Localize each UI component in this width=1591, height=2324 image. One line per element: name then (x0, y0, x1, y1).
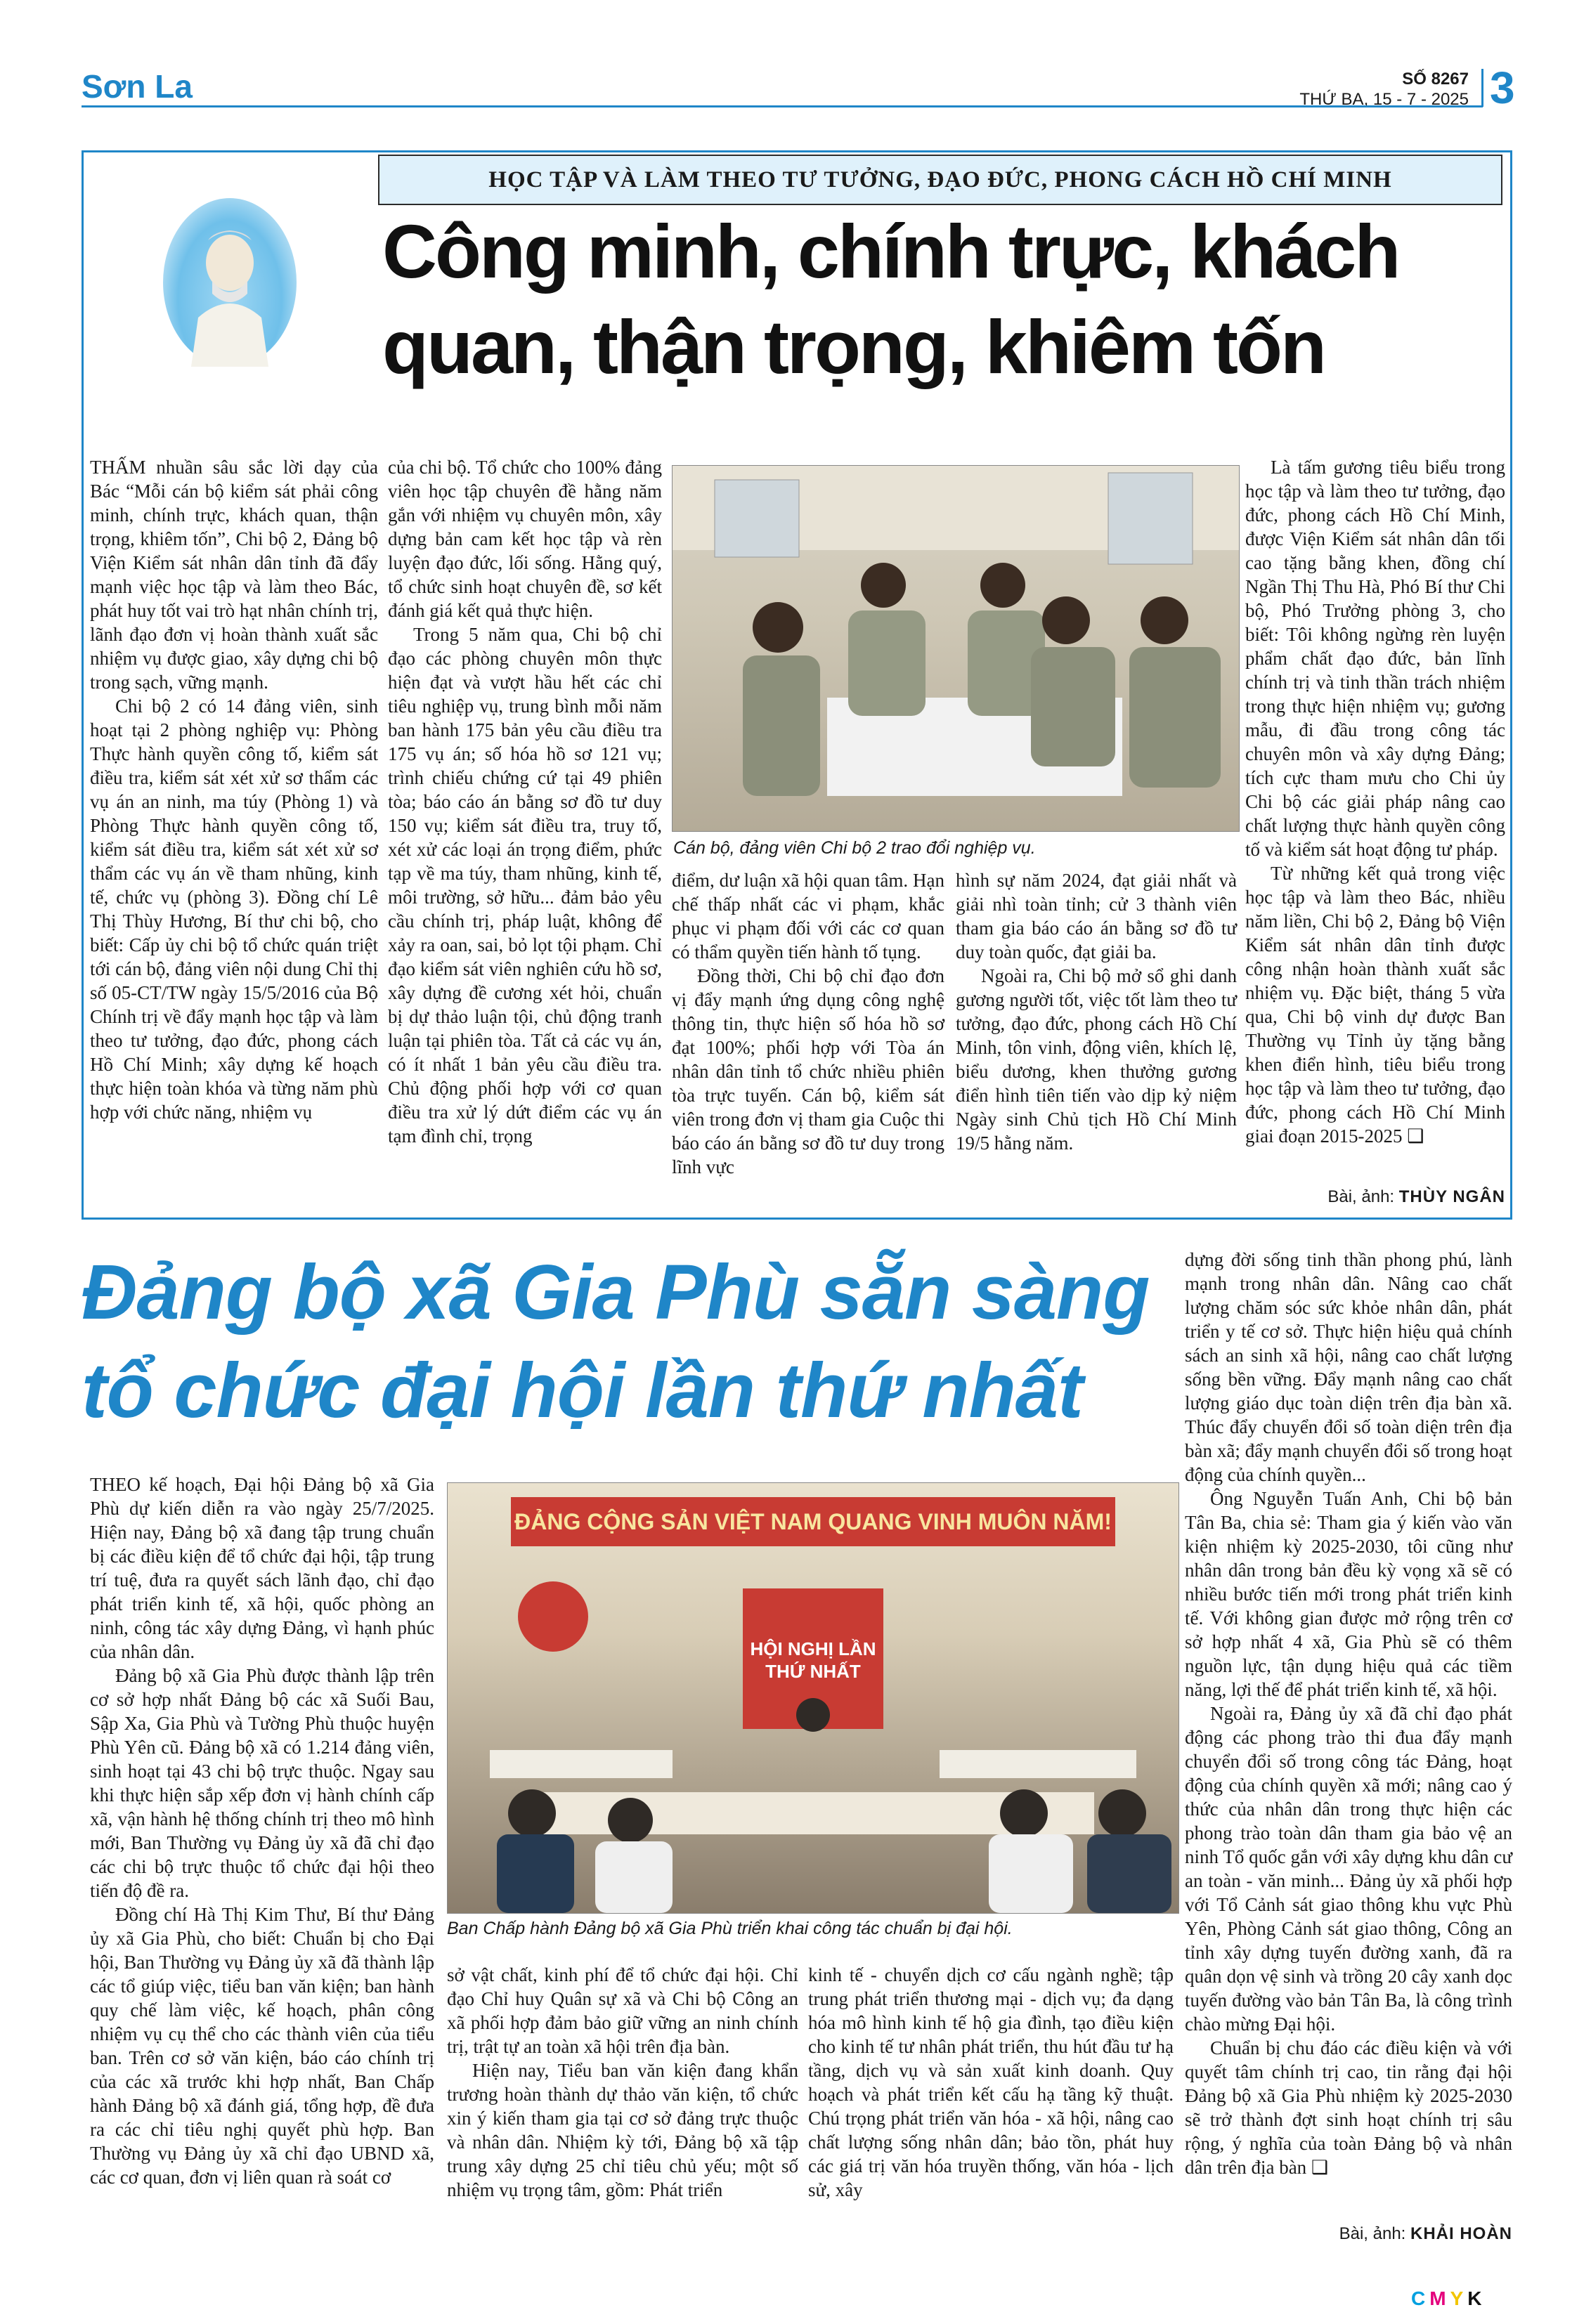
article2-lead: THEO kế hoạch, Đại hội Đảng bộ xã Gia Phù dự kiến diễn ra vào ngày 25/7/2025. Hiện nay, Đảng bộ xã đang tập trung chuẩn bị các điều kiện để tổ chức đại hội, tập trung trí tuệ, đưa ra quyết sách lãnh đạo, chỉ đạo phát triển kinh tế, xã hội, quốc phòng an ninh, công tác xây dựng Đảng, vì hạnh phúc của nhân dân. (90, 1474, 434, 1662)
photo-banner-text: ĐẢNG CỘNG SẢN VIỆT NAM QUANG VINH MUÔN NĂM! (514, 1509, 1112, 1534)
article1-paragraph: hình sự năm 2024, đạt giải nhất và giải nhì toàn tỉnh; cử 3 thành viên tham gia báo cáo án bằng sơ đồ tư duy toàn quốc, đạt giải ba. (956, 870, 1237, 962)
article2-paragraph: Chuẩn bị chu đáo các điều kiện và với quyết tâm chính trị cao, tin rằng đại hội Đảng bộ xã Gia Phù nhiệm kỳ 2025-2030 sẽ trở thành đợt sinh hoạt chính trị sâu rộng, ý nghĩa của toàn Đảng bộ và nhân dân trên địa bàn ❑ (1185, 2037, 1512, 2178)
article1-lead: THẤM nhuần sâu sắc lời dạy của Bác “Mỗi cán bộ kiểm sát phải công minh, chính trực, khách quan, thận trọng, khiêm tốn”, Chi bộ 2, Đảng bộ Viện Kiểm sát nhân dân tỉnh đã đẩy mạnh việc học tập và làm theo Bác, phát huy tốt vai trò hạt nhân chính trị, lãnh đạo đơn vị hoàn thành xuất sắc nhiệm vụ được giao, xây dựng chi bộ trong sạch, vững mạnh. (90, 457, 378, 693)
article1-kicker: HỌC TẬP VÀ LÀM THEO TƯ TƯỞNG, ĐẠO ĐỨC, PHONG CÁCH HỒ CHÍ MINH (378, 155, 1502, 205)
portrait-figure-icon (163, 198, 297, 367)
article2-paragraph: Đảng bộ xã Gia Phù được thành lập trên cơ sở hợp nhất Đảng bộ các xã Suối Bau, Sập Xa, Gia Phù và Tường Phù thuộc huyện Phù Yên cũ. Đảng bộ xã có 1.214 đảng viên, sinh hoạt tại 43 chi bộ trực thuộc. Ngay sau khi thực hiện sắp xếp đơn vị hành chính cấp xã, vận hành hệ thống chính trị theo mô hình mới, Ban Thường vụ Đảng ủy xã đã chỉ đạo các chi bộ trực thuộc tổ chức đại hội theo tiến độ đề ra. (90, 1665, 434, 1901)
issue-info (1299, 69, 1469, 110)
byline-prefix: Bài, ảnh: (1327, 1187, 1395, 1206)
article2-column-1 (90, 1473, 434, 2189)
article2-photo-caption: Ban Chấp hành Đảng bộ xã Gia Phù triển khai công tác chuẩn bị đại hội. (447, 1919, 1013, 1938)
article2-title: Đảng bộ xã Gia Phù sẵn sàng tổ chức đại hội lần thứ nhất (82, 1249, 1150, 1434)
conference-photo-icon (448, 1483, 1178, 1913)
article1-column-1 (90, 455, 378, 1124)
article1-paragraph: Là tấm gương tiêu biểu trong học tập và làm theo tư tưởng, đạo đức, phong cách Hồ Chí Minh, được Viện Kiểm sát nhân dân tối cao tặng bằng khen, đồng chí Ngần Thị Thu Hà, Phó Bí thư Chi bộ, Phó Trưởng phòng 3, cho biết: Tôi không ngừng rèn luyện phẩm chất đạo đức, bản lĩnh chính trị và tinh thần trách nhiệm trong thực hiện nhiệm vụ; gương mẫu, đi đầu trong công tác chuyên môn và xây dựng Đảng; tích cực tham mưu cho Chi ủy Chi bộ các giải pháp nâng cao chất lượng thực hành quyền công tố và kiểm sát hoạt động tư pháp. (1245, 457, 1505, 860)
ho-chi-minh-portrait (163, 198, 297, 367)
article2-paragraph: sở vật chất, kinh phí để tổ chức đại hội. Chỉ đạo Chỉ huy Quân sự xã và Chi bộ Công an xã phối hợp đảm bảo giữ vững an ninh chính trị, trật tự an toàn xã hội trên địa bàn. (447, 1964, 798, 2057)
section-name: Sơn La (82, 68, 193, 105)
article2-paragraph: kinh tế - chuyển dịch cơ cấu ngành nghề; tập trung phát triển thương mại - dịch vụ; đa dạng hóa mô hình kinh tế hộ gia đình, tạo điều kiện cho kinh tế tư nhân phát triển, thu hút đầu tư hạ tầng, dịch vụ và sản xuất kinh doanh. Quy hoạch và phát triển kết cấu hạ tầng kỹ thuật. Chú trọng phát triển văn hóa - xã hội, nâng cao chất lượng sống nhân dân; bảo tồn, phát huy các giá trị văn hóa truyền thống, văn hóa - lịch sử, xây (808, 1964, 1174, 2200)
article1-paragraph: Trong 5 năm qua, Chi bộ chỉ đạo các phòng chuyên môn thực hiện đạt và vượt hầu hết các chỉ tiêu nghiệp vụ, trung bình mỗi năm ban hành 175 bản yêu cầu điều tra 175 vụ án; số hóa hồ sơ 121 vụ; trình chiếu chứng cứ tại 49 phiên tòa; báo cáo án bằng sơ đồ tư duy 150 vụ; kiểm sát điều tra, truy tố, xét xử các loại án trọng điểm, phức tạp về ma túy, tham nhũng, kinh tế, môi trường, sở hữu... đảm bảo yêu cầu chính trị, pháp luật, không để xảy ra oan, sai, bỏ lọt tội phạm. Chỉ đạo kiểm sát viên nghiên cứu hồ sơ, xây dựng đề cương xét hỏi, chuẩn bị dự thảo luận tội, chủ động tranh luận tại phiên tòa. Tất cả các vụ án, có ít nhất 1 bản yêu cầu điều tra. Chủ động phối hợp với cơ quan điều tra xử lý dứt điểm các vụ án tạm đình chỉ, trọng (388, 624, 662, 1147)
article2-column-3 (808, 1963, 1174, 2202)
article2-paragraph: Ngoài ra, Đảng ủy xã đã chỉ đạo phát động các phong trào thi đua đẩy mạnh chuyển đổi số trong công tác Đảng, hoạt động của chính quyền xã mới; nâng cao ý thức của nhân dân trong thực hiện các phong trào toàn dân tham gia bảo vệ an ninh Tổ quốc gắn với xây dựng khu dân cư an toàn - văn minh... Đảng ủy xã phối hợp với Tổ Cảnh sát giao thông khu vực Phù Yên, Phòng Cảnh sát giao thông, Công an tỉnh xây dựng tuyến đường xanh, đã ra quân dọn vệ sinh và trồng 20 cây xanh dọc tuyến đường vào bản Tân Ba, là công trình chào mừng Đại hội. (1185, 1703, 1512, 2035)
byline-prefix: Bài, ảnh: (1339, 2224, 1406, 2243)
article2-paragraph: dựng đời sống tinh thần phong phú, lành mạnh trong nhân dân. Nâng cao chất lượng chăm sóc sức khỏe nhân dân, phát triển y tế cơ sở. Thực hiện hiệu quả chính sách an sinh xã hội, nâng cao chất lượng sống bền vững. Đẩy mạnh nâng cao chất lượng giáo dục toàn diện trên địa bàn xã. Thúc đẩy chuyển đổi số toàn diện trên địa bàn xã; đẩy mạnh chuyển đổi số trong hoạt động của chính quyền... (1185, 1249, 1512, 1485)
article1-paragraph: điểm, dư luận xã hội quan tâm. Hạn chế thấp nhất các vi phạm, khắc phục vi phạm đối với các cơ quan có thẩm quyền tiến hành tố tụng. (672, 870, 944, 962)
article2-paragraph: Ông Nguyễn Tuấn Anh, Chi bộ bản Tân Ba, chia sẻ: Tham gia ý kiến vào văn kiện nhiệm kỳ 2025-2030, tôi cũng như nhân dân trong bản đều kỳ vọng xã sẽ có nhiều bước tiến mới trong phát triển kinh tế. Với không gian được mở rộng trên cơ sở hợp nhất 4 xã, Gia Phù sẽ có thêm nguồn lực, tận dụng hiệu quả các tiềm năng, lợi thế để phát triển kinh tế, xã hội. (1185, 1488, 1512, 1700)
article1-column-3 (672, 868, 944, 1179)
article1-paragraph: của chi bộ. Tổ chức cho 100% đảng viên học tập chuyên đề hằng năm gắn với nhiệm vụ chuyên môn, xây dựng bản cam kết học tập và rèn luyện đạo đức, lối sống. Hằng quý, tổ chức sinh hoạt chuyên đề, sơ kết đánh giá kết quả thực hiện. (388, 457, 662, 621)
article1-paragraph: Từ những kết quả trong việc học tập và làm theo Bác, nhiều năm liền, Chi bộ 2, Đảng bộ Viện Kiểm sát nhân dân tỉnh được công nhận hoàn thành xuất sắc nhiệm vụ. Đặc biệt, tháng 5 vừa qua, Chi bộ vinh dự được Ban Thường vụ Tỉnh ủy tặng bằng khen điển hình, tiêu biểu trong học tập và làm theo tư tưởng, đạo đức, phong cách Hồ Chí Minh giai đoạn 2015-2025 ❑ (1245, 863, 1505, 1147)
cmyk-y: Y (1450, 2287, 1468, 2309)
article1-column-4 (956, 868, 1237, 1155)
article1-column-5 (1245, 455, 1505, 1148)
cmyk-k: K (1467, 2287, 1486, 2309)
cmyk-register-marks (1411, 2287, 1486, 2310)
meeting-photo-icon (673, 466, 1239, 831)
article1-paragraph: Đồng thời, Chi bộ chỉ đạo đơn vị đẩy mạnh ứng dụng công nghệ thông tin, thực hiện số hóa hồ sơ đạt 100%; phối hợp với Tòa án nhân dân tỉnh tổ chức nhiều phiên tòa trực tuyến. Cán bộ, kiểm sát viên trong đơn vị tham gia Cuộc thi báo cáo án bằng sơ đồ tư duy trong lĩnh vực (672, 965, 944, 1177)
article1-paragraph: Ngoài ra, Chi bộ mở sổ ghi danh gương người tốt, việc tốt làm theo tư tưởng, đạo đức, phong cách Hồ Chí Minh, tôn vinh, động viên, khích lệ, biểu dương, khen thưởng gương điển hình tiên tiến vào dịp kỷ niệm Ngày sinh Chủ tịch Hồ Chí Minh 19/5 hằng năm. (956, 965, 1237, 1154)
article1-photo-caption: Cán bộ, đảng viên Chi bộ 2 trao đổi nghiệp vụ. (673, 838, 1036, 858)
article1-title: Công minh, chính trực, khách quan, thận trọng, khiêm tốn (382, 209, 1399, 389)
issue-number: SỐ 8267 (1402, 70, 1469, 89)
byline-author: THÙY NGÂN (1398, 1187, 1505, 1206)
article2-paragraph: Hiện nay, Tiểu ban văn kiện đang khẩn trương hoàn thành dự thảo văn kiện, tổ chức xin ý kiến tham gia tại cơ sở đảng trực thuộc và nhân dân. Nhiệm kỳ tới, Đảng bộ xã tập trung xây dựng 25 chỉ tiêu chủ yếu; một số nhiệm vụ trọng tâm, gồm: Phát triển (447, 2060, 798, 2200)
article2-paragraph: Đồng chí Hà Thị Kim Thư, Bí thư Đảng ủy xã Gia Phù, cho biết: Chuẩn bị cho Đại hội, Ban Thường vụ Đảng ủy xã đã thành lập các tổ giúp việc, tiểu ban văn kiện; ban hành quy chế làm việc, kế hoạch, phân công nhiệm vụ cụ thể cho các thành viên của tiểu ban. Trên cơ sở văn kiện, báo cáo chính trị của các xã trước khi hợp nhất, Ban Chấp hành Đảng bộ xã đánh giá, tổng hợp, đề đưa ra các chỉ tiêu nghị quyết phù hợp. Ban Thường vụ Đảng ủy xã chỉ đạo UBND xã, các cơ quan, đơn vị liên quan rà soát cơ (90, 1904, 434, 2188)
article2-byline (1185, 2224, 1512, 2244)
header-rule (82, 105, 1483, 107)
byline-author: KHẢI HOÀN (1410, 2224, 1512, 2243)
article1-photo (672, 465, 1240, 832)
article1-byline (1245, 1187, 1505, 1207)
page-number: 3 (1490, 63, 1515, 113)
article1-paragraph: Chi bộ 2 có 14 đảng viên, sinh hoạt tại 2 phòng nghiệp vụ: Phòng Thực hành quyền công tố, kiểm sát điều tra, kiểm sát xét xử sơ thẩm các vụ án an ninh, ma túy (Phòng 1) và Phòng Thực hành quyền công tố, kiểm sát điều tra, kiểm sát xét xử sơ thẩm các vụ án về tham nhũng, kinh tế, chức vụ (phòng 3). Đồng chí Lê Thị Thùy Hương, Bí thư chi bộ, cho biết: Cấp ủy chi bộ tổ chức quán triệt tới cán bộ, đảng viên nội dung Chỉ thị số 05-CT/TW ngày 15/5/2016 của Bộ Chính trị về đẩy mạnh học tập và làm theo tư tưởng, đạo đức, phong cách Hồ Chí Minh; xây dựng kế hoạch thực hiện toàn khóa và từng năm phù hợp với chức năng, nhiệm vụ (90, 696, 378, 1123)
article2-column-2 (447, 1963, 798, 2202)
page-number-divider (1481, 69, 1483, 107)
cmyk-m: M (1429, 2287, 1450, 2309)
cmyk-c: C (1411, 2287, 1430, 2309)
article2-column-4 (1185, 1248, 1512, 2179)
article1-column-2 (388, 455, 662, 1148)
article2-photo (447, 1482, 1179, 1914)
photo-board-text: HỘI NGHỊ LẦN THỨ NHẤT (750, 1638, 876, 1682)
issue-date: THỨ BA, 15 - 7 - 2025 (1299, 90, 1469, 109)
